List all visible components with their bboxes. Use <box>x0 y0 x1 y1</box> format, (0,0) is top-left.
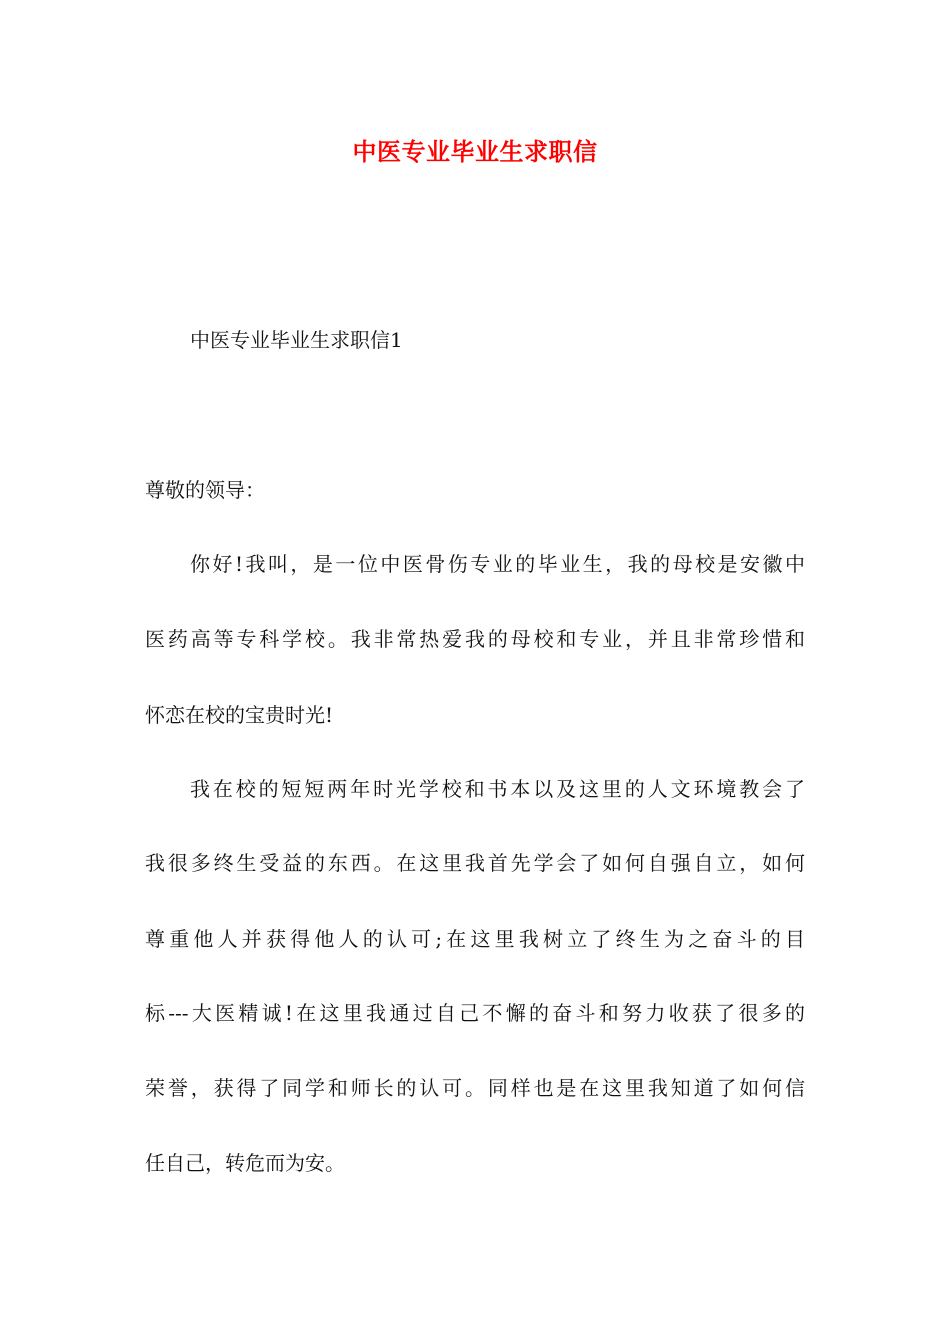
document-title: 中医专业毕业生求职信 <box>352 137 598 166</box>
salutation: 尊敬的领导： <box>145 478 265 502</box>
paragraph-line: 怀恋在校的宝贵时光! <box>145 703 334 727</box>
paragraph-line: 我在校的短短两年时光学校和书本以及这里的人文环境教会了 <box>190 777 805 801</box>
paragraph-line: 医药高等专科学校。我非常热爱我的母校和专业，并且非常珍惜和 <box>145 627 805 651</box>
paragraph-line: 任自己，转危而为安。 <box>145 1151 345 1175</box>
paragraph-line: 你好!我叫，是一位中医骨伤专业的毕业生，我的母校是安徽中 <box>190 552 805 576</box>
paragraph-line: 荣誉，获得了同学和师长的认可。同样也是在这里我知道了如何信 <box>145 1076 805 1100</box>
section-heading: 中医专业毕业生求职信1 <box>190 328 403 352</box>
paragraph-line: 标---大医精诚!在这里我通过自己不懈的奋斗和努力收获了很多的 <box>145 1001 805 1025</box>
paragraph-line: 尊重他人并获得他人的认可;在这里我树立了终生为之奋斗的目 <box>145 927 805 951</box>
paragraph-line: 我很多终生受益的东西。在这里我首先学会了如何自强自立，如何 <box>145 851 805 875</box>
